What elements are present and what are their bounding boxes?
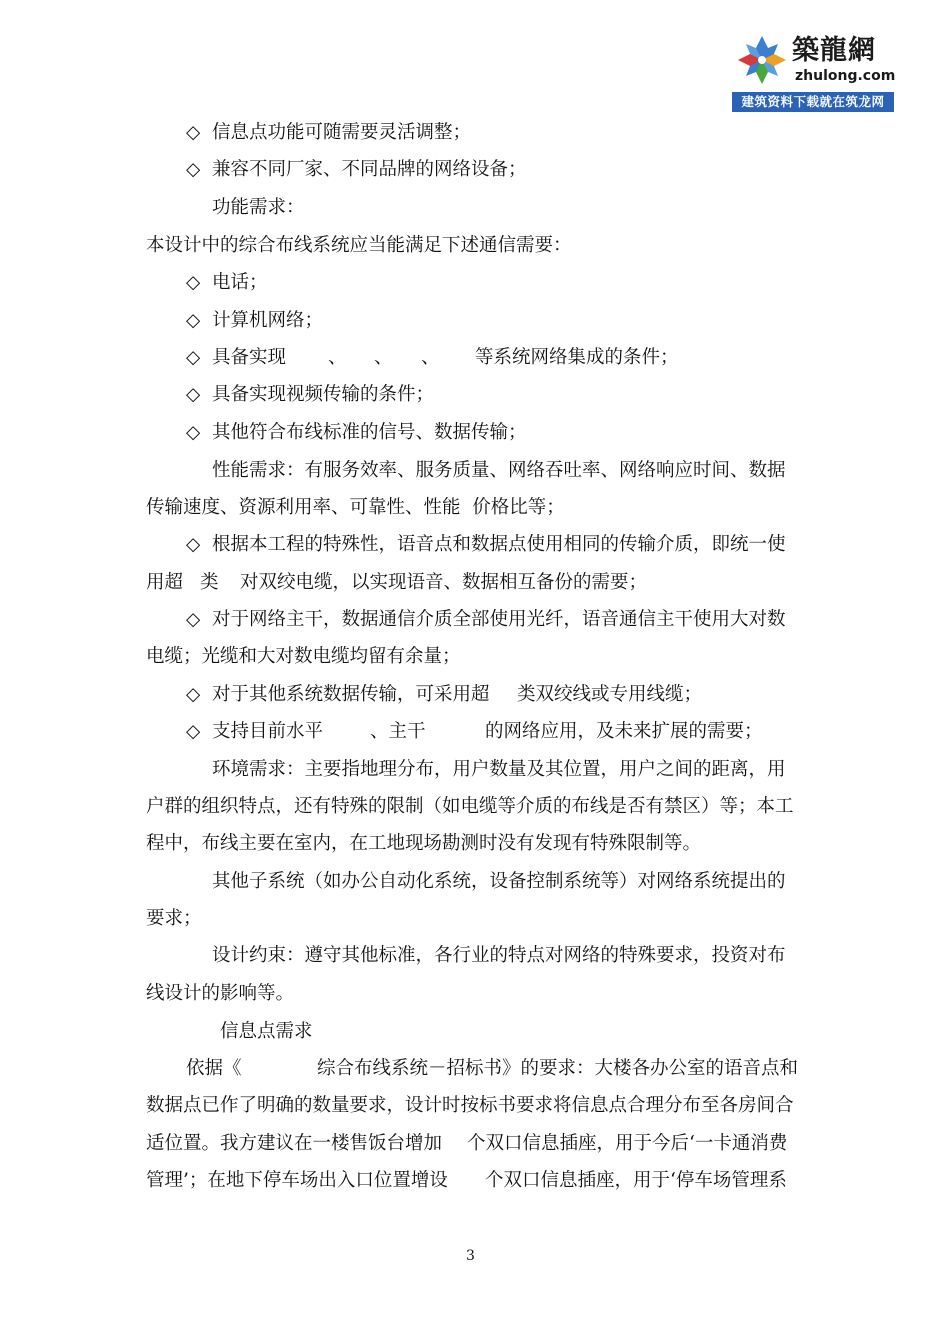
bullet-other-systems-b: 类双绞线或专用线缆；	[517, 684, 703, 705]
bullet-integration-start: ◇ 具备实现	[186, 347, 286, 368]
logo-slogan: 建筑资料下载就在筑龙网	[732, 92, 894, 112]
bullet-support-a: ◇ 支持目前水平	[186, 721, 323, 742]
zhulong-snowflake-icon	[734, 32, 790, 88]
paragraph-constraints-2: 线设计的影响等。	[146, 983, 295, 1004]
bullet-same-medium-2c: 对双绞电缆，以实现语音、数据相互备份的需要；	[240, 572, 648, 593]
bullet-integration-sep-2: 、	[374, 347, 393, 368]
bullet-flexible-adjust: ◇ 信息点功能可随需要灵活调整；	[186, 122, 471, 143]
paragraph-performance-2: 传输速度、资源利用率、可靠性、性能 价格比等；	[146, 497, 565, 518]
bullet-integration-sep-3: 、	[421, 347, 440, 368]
paragraph-info-points-1b: 综合布线系统－招标书》的要求：大楼各办公室的语音点和	[317, 1058, 799, 1079]
logo-top	[732, 30, 894, 92]
zhulong-watermark-logo	[732, 30, 894, 112]
bullet-same-medium-1: ◇ 根据本工程的特殊性，语音点和数据点使用相同的传输介质，即统一使	[186, 534, 786, 555]
page-number: 3	[466, 1248, 475, 1264]
bullet-video-transmission: ◇ 具备实现视频传输的条件；	[186, 384, 434, 405]
bullet-other-systems-a: ◇ 对于其他系统数据传输，可采用超	[186, 684, 490, 705]
heading-functional-requirements: 功能需求：	[212, 197, 305, 218]
heading-info-point-requirements: 信息点需求	[220, 1021, 313, 1042]
paragraph-environment-1: 环境需求：主要指地理分布，用户数量及其位置，用户之间的距离，用	[212, 759, 786, 780]
paragraph-info-points-4a: 管理’；在地下停车场出入口位置增设	[146, 1170, 448, 1191]
logo-chinese-name: 築龍網	[792, 35, 876, 66]
bullet-support-b: 、主干	[370, 721, 426, 742]
paragraph-performance-1: 性能需求：有服务效率、服务质量、网络吞吐率、网络响应时间、数据	[212, 460, 786, 481]
paragraph-info-points-4b: 个双口信息插座，用于‘停车场管理系	[485, 1170, 787, 1191]
paragraph-environment-2: 户群的组织特点，还有特殊的限制（如电缆等介质的布线是否有禁区）等；本工	[146, 796, 794, 817]
bullet-other-signals: ◇ 其他符合布线标准的信号、数据传输；	[186, 422, 527, 443]
bullet-backbone-1: ◇ 对于网络主干，数据通信介质全部使用光纤，语音通信主干使用大对数	[186, 609, 786, 630]
paragraph-communication-needs: 本设计中的综合布线系统应当能满足下述通信需要：	[146, 235, 572, 256]
bullet-backbone-2: 电缆；光缆和大对数电缆均留有余量；	[146, 646, 461, 667]
bullet-same-medium-2a: 用超	[146, 572, 184, 593]
bullet-compatible-devices: ◇ 兼容不同厂家、不同品牌的网络设备；	[186, 159, 527, 180]
bullet-support-c: 的网络应用，及未来扩展的需要；	[485, 721, 763, 742]
paragraph-constraints-1: 设计约束：遵守其他标准，各行业的特点对网络的特殊要求，投资对布	[212, 945, 786, 966]
logo-domain: zhulong.com	[795, 68, 896, 84]
bullet-telephone: ◇ 电话；	[186, 272, 268, 293]
bullet-computer-network: ◇ 计算机网络；	[186, 310, 323, 331]
paragraph-subsystems-1: 其他子系统（如办公自动化系统，设备控制系统等）对网络系统提出的	[212, 871, 786, 892]
paragraph-info-points-3a: 适位置。我方建议在一楼售饭台增加	[146, 1133, 443, 1154]
paragraph-subsystems-2: 要求；	[146, 908, 202, 929]
paragraph-info-points-3b: 个双口信息插座，用于今后‘一卡通消费	[467, 1133, 788, 1154]
paragraph-environment-3: 程中，布线主要在室内，在工地现场勘测时没有发现有特殊限制等。	[146, 833, 702, 854]
paragraph-info-points-1a: 依据《	[186, 1058, 242, 1079]
bullet-integration-sep-1: 、	[328, 347, 347, 368]
bullet-same-medium-2b: 类	[200, 572, 219, 593]
bullet-integration-end: 等系统网络集成的条件；	[475, 347, 679, 368]
paragraph-info-points-2: 数据点已作了明确的数量要求，设计时按标书要求将信息点合理分布至各房间合	[146, 1095, 794, 1116]
